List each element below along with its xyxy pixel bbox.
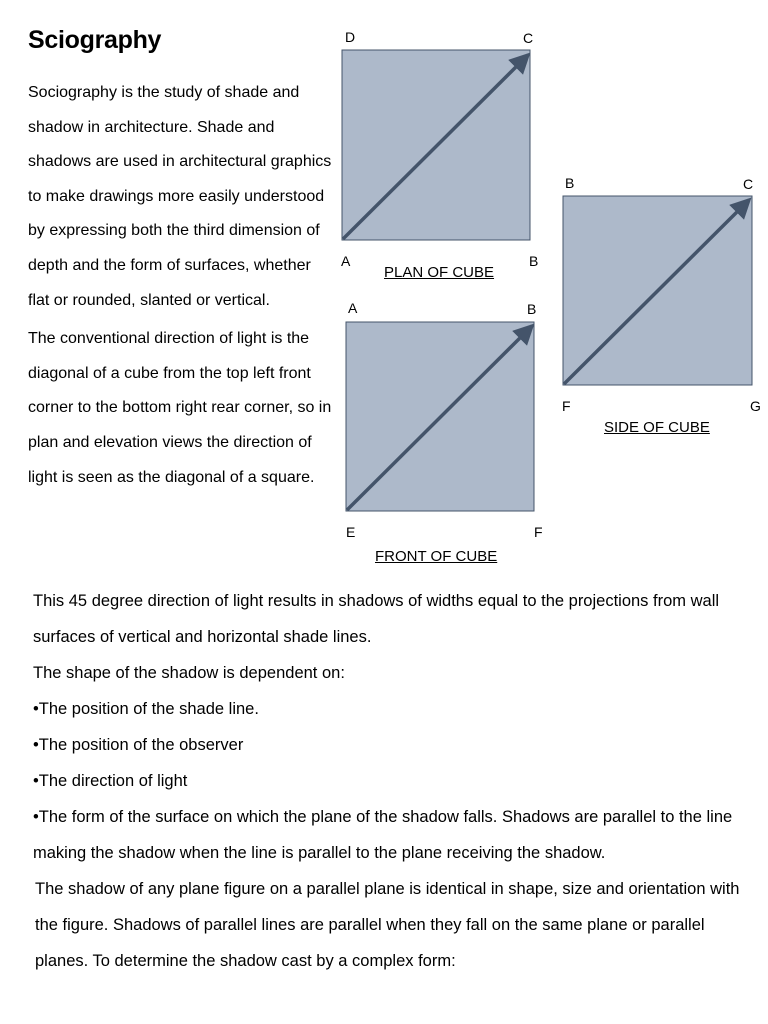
front-label-e: E: [346, 524, 356, 540]
side-label-c: C: [743, 176, 754, 192]
intro-paragraph: Sociography is the study of shade and shadow in architecture. Shade and shadows are used in architectural graphics to make drawings more easily understood by expressing both the third dimension of depth and the form of surfaces, whether flat or rounded, slanted or vertical.: [28, 84, 332, 309]
bullet-item: •The form of the surface on which the plane of the shadow falls. Shadows are parallel to the line making the shadow when the line is parallel to the plane receiving the shadow.: [33, 808, 733, 862]
side-label-g: G: [750, 398, 761, 414]
body-paragraph: The shape of the shadow is dependent on:: [33, 664, 345, 682]
side-label-f: F: [562, 398, 571, 414]
front-of-cube-diagram: [346, 322, 534, 511]
plan-caption: PLAN OF CUBE: [384, 264, 495, 281]
body-text: [33, 583, 748, 979]
front-caption: FRONT OF CUBE: [375, 548, 498, 565]
body-paragraph: This 45 degree direction of light results in shadows of widths equal to the projections from wall surfaces of vertical and horizontal shade lines.: [33, 592, 720, 646]
plan-label-c: C: [523, 30, 534, 46]
bullet-item: •The position of the shade line.: [33, 700, 259, 718]
plan-label-d: D: [345, 29, 356, 45]
plan-label-a: A: [341, 253, 351, 269]
bullet-item: •The position of the observer: [33, 736, 244, 754]
plan-of-cube-diagram: [342, 50, 530, 240]
bullet-item: •The direction of light: [33, 772, 188, 790]
page-title: Sciography: [28, 26, 162, 54]
front-label-b: B: [527, 301, 537, 317]
intro-paragraph: The conventional direction of light is the diagonal of a cube from the top left front corner to the bottom right rear corner, so in plan and elevation views the direction of light is seen as the diagonal of a square.: [28, 330, 332, 486]
side-caption: SIDE OF CUBE: [604, 419, 710, 436]
side-label-b: B: [565, 175, 575, 191]
plan-label-b: B: [529, 253, 539, 269]
front-label-f: F: [534, 524, 543, 540]
body-paragraph: The shadow of any plane figure on a parallel plane is identical in shape, size and orientation with the figure. Shadows of parallel lines are parallel when they fall on the same plane or parallel planes. To determine the shadow cast by a complex form:: [35, 880, 740, 970]
front-label-a: A: [348, 300, 358, 316]
side-of-cube-diagram: [563, 196, 752, 385]
